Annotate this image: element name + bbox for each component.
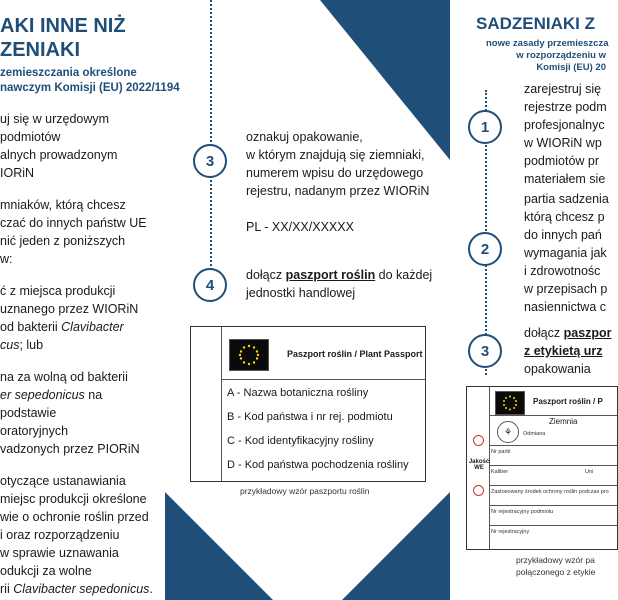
left-line: rii Clavibacter sepedonicus. [0, 582, 153, 596]
left-line: uznanego przez WIORiN [0, 302, 139, 316]
passport-header: Paszport roślin / Plant Passport [287, 349, 423, 359]
combined-label-sample [466, 386, 618, 550]
left-subtitle-line2: nawczym Komisji (EU) 2022/1194 [0, 82, 180, 94]
label-potato: Ziemnia [549, 417, 578, 426]
red-circle-2 [473, 485, 484, 496]
left-line: mniaków, którą chcesz [0, 198, 126, 212]
left-line: er sepedonicus na podstawie [0, 388, 103, 420]
step-3-line: rejestru, nadanym przez WIORiN [246, 184, 430, 198]
left-line: i oraz rozporządzeniu [0, 528, 120, 542]
right-title: SADZENIAKI Z [476, 14, 595, 33]
step-3-text [246, 128, 466, 236]
right-step-1-number: 1 [480, 118, 490, 136]
right-step-1-circle [468, 110, 502, 144]
step-3-line: numerem wpisu do urzędowego [246, 166, 424, 180]
label-header: Paszport roślin / P [533, 397, 603, 406]
right-subtitle [486, 38, 609, 74]
right-step-3-number: 3 [480, 342, 490, 360]
left-subtitle [0, 66, 180, 96]
right-subtitle-line: w rozporządzeniu w [516, 50, 606, 61]
triangle-bottom-left [165, 492, 273, 600]
right-step-2-line: do innych pań [524, 228, 602, 242]
step-4-prefix: dołącz [246, 268, 286, 282]
left-line: na za wolną od bakterii [0, 370, 128, 384]
passport-row-d: D - Kod państwa pochodzenia rośliny [227, 459, 409, 471]
label-caption-line: połączonego z etykie [516, 567, 596, 577]
label-link: z etykietą urz [524, 344, 603, 358]
register-code: PL - XX/XX/XXXXX [246, 220, 354, 234]
step-4-line2: jednostki handlowej [246, 286, 356, 300]
eu-flag-icon [229, 339, 269, 371]
step-3-line: oznakuj opakowanie, [246, 130, 363, 144]
passport-link: paszpor [563, 326, 612, 340]
left-line: otyczące ustanawiania [0, 474, 126, 488]
step-4-suffix: do każdej [375, 268, 433, 282]
step-4-number: 4 [205, 276, 215, 294]
plant-passport-sample [190, 326, 426, 482]
right-step-1-text [524, 80, 607, 188]
left-title-line2: ZENIAKI [0, 39, 80, 61]
right-step-1-line: w WIORiN wp [524, 136, 602, 150]
right-step-3-circle [468, 334, 502, 368]
step-4-circle [193, 268, 227, 302]
right-step-2-line: którą chcesz p [524, 210, 605, 224]
left-subtitle-line1: zemieszczania określone [0, 67, 137, 79]
right-step-3-prefix: dołącz [524, 326, 564, 340]
left-line: wie o ochronie roślin przed [0, 510, 149, 524]
right-step-1-line: rejestrze podm [524, 100, 607, 114]
right-step-2-line: w przepisach p [524, 282, 608, 296]
left-line: odukcji za wolne [0, 564, 92, 578]
left-line: od bakterii Clavibacter [0, 320, 124, 334]
right-step-1-line: materiałem sie [524, 172, 606, 186]
left-line: ć z miejsca produkcji [0, 284, 116, 298]
label-srodek: Zastosowany środek ochrony roślin podczas pro [491, 489, 609, 495]
label-nr-rej: Nr rejestracyjny podmiotu [491, 509, 554, 515]
left-line: oratoryjnych [0, 424, 69, 438]
right-subtitle-line: nowe zasady przemieszcza [486, 38, 609, 49]
left-line: cus; lub [0, 338, 44, 352]
passport-row-a: A - Nazwa botaniczna rośliny [227, 387, 369, 399]
eu-flag-icon [495, 391, 525, 415]
right-step-3-text [524, 324, 612, 378]
right-step-2-number: 2 [480, 240, 490, 258]
right-step-2-circle [468, 232, 502, 266]
left-line: miejsc produkcji określone [0, 492, 147, 506]
label-caption [516, 554, 595, 578]
right-step-1-line: zarejestruj się [524, 82, 602, 96]
label-caption-line: przykładowy wzór pa [516, 555, 595, 565]
left-line: nić jeden z poniższych [0, 234, 126, 248]
label-kaliber: Kaliber [491, 469, 509, 475]
left-line: w: [0, 252, 13, 266]
right-step-2-line: i zdrowotnośc [524, 264, 601, 278]
step-3-line: w którym znajdują się ziemniaki, [246, 148, 425, 162]
step-4-text [246, 266, 446, 302]
left-line: vadzonych przez PIORiN [0, 442, 140, 456]
plant-passport-link: paszport roślin [285, 268, 376, 282]
wheat-seal-icon: ⚘ [497, 421, 519, 443]
right-step-2-text [524, 190, 609, 316]
step-3-circle [193, 144, 227, 178]
label-uni: Uni [585, 469, 594, 475]
label-nr-kw: Nr rejestracyjny [491, 529, 530, 535]
right-step-2-line: wymagania jak [524, 246, 607, 260]
left-line: czać do innych państw UE [0, 216, 147, 230]
left-line: IORiN [0, 166, 35, 180]
passport-row-c: C - Kod identyfikacyjny rośliny [227, 435, 374, 447]
left-line: w sprawie uznawania [0, 546, 119, 560]
right-subtitle-line: Komisji (EU) 20 [536, 62, 606, 73]
step-3-number: 3 [205, 152, 215, 170]
label-nr-partii: Nr partii [491, 449, 511, 455]
label-jakosc: Jakość WE [468, 459, 490, 471]
right-step-1-line: profesjonalnyc [524, 118, 605, 132]
left-line: podmiotów [0, 130, 61, 144]
left-line: uj się w urzędowym [0, 112, 110, 126]
right-step-2-line: partia sadzenia [524, 192, 609, 206]
right-step-1-line: podmiotów pr [524, 154, 600, 168]
passport-caption: przykładowy wzór paszportu roślin [240, 486, 370, 496]
left-title-line1: AKI INNE NIŻ [0, 15, 126, 37]
right-step-3-line3: opakowania [524, 362, 591, 376]
red-circle-1 [473, 435, 484, 446]
left-line: alnych prowadzonym [0, 148, 118, 162]
left-body [0, 110, 160, 598]
left-title [0, 14, 126, 62]
triangle-bottom-right [342, 492, 450, 600]
right-step-2-line: nasiennictwa c [524, 300, 606, 314]
passport-row-b: B - Kod państwa i nr rej. podmiotu [227, 411, 393, 423]
label-odmiana: Odmiana [523, 431, 546, 437]
